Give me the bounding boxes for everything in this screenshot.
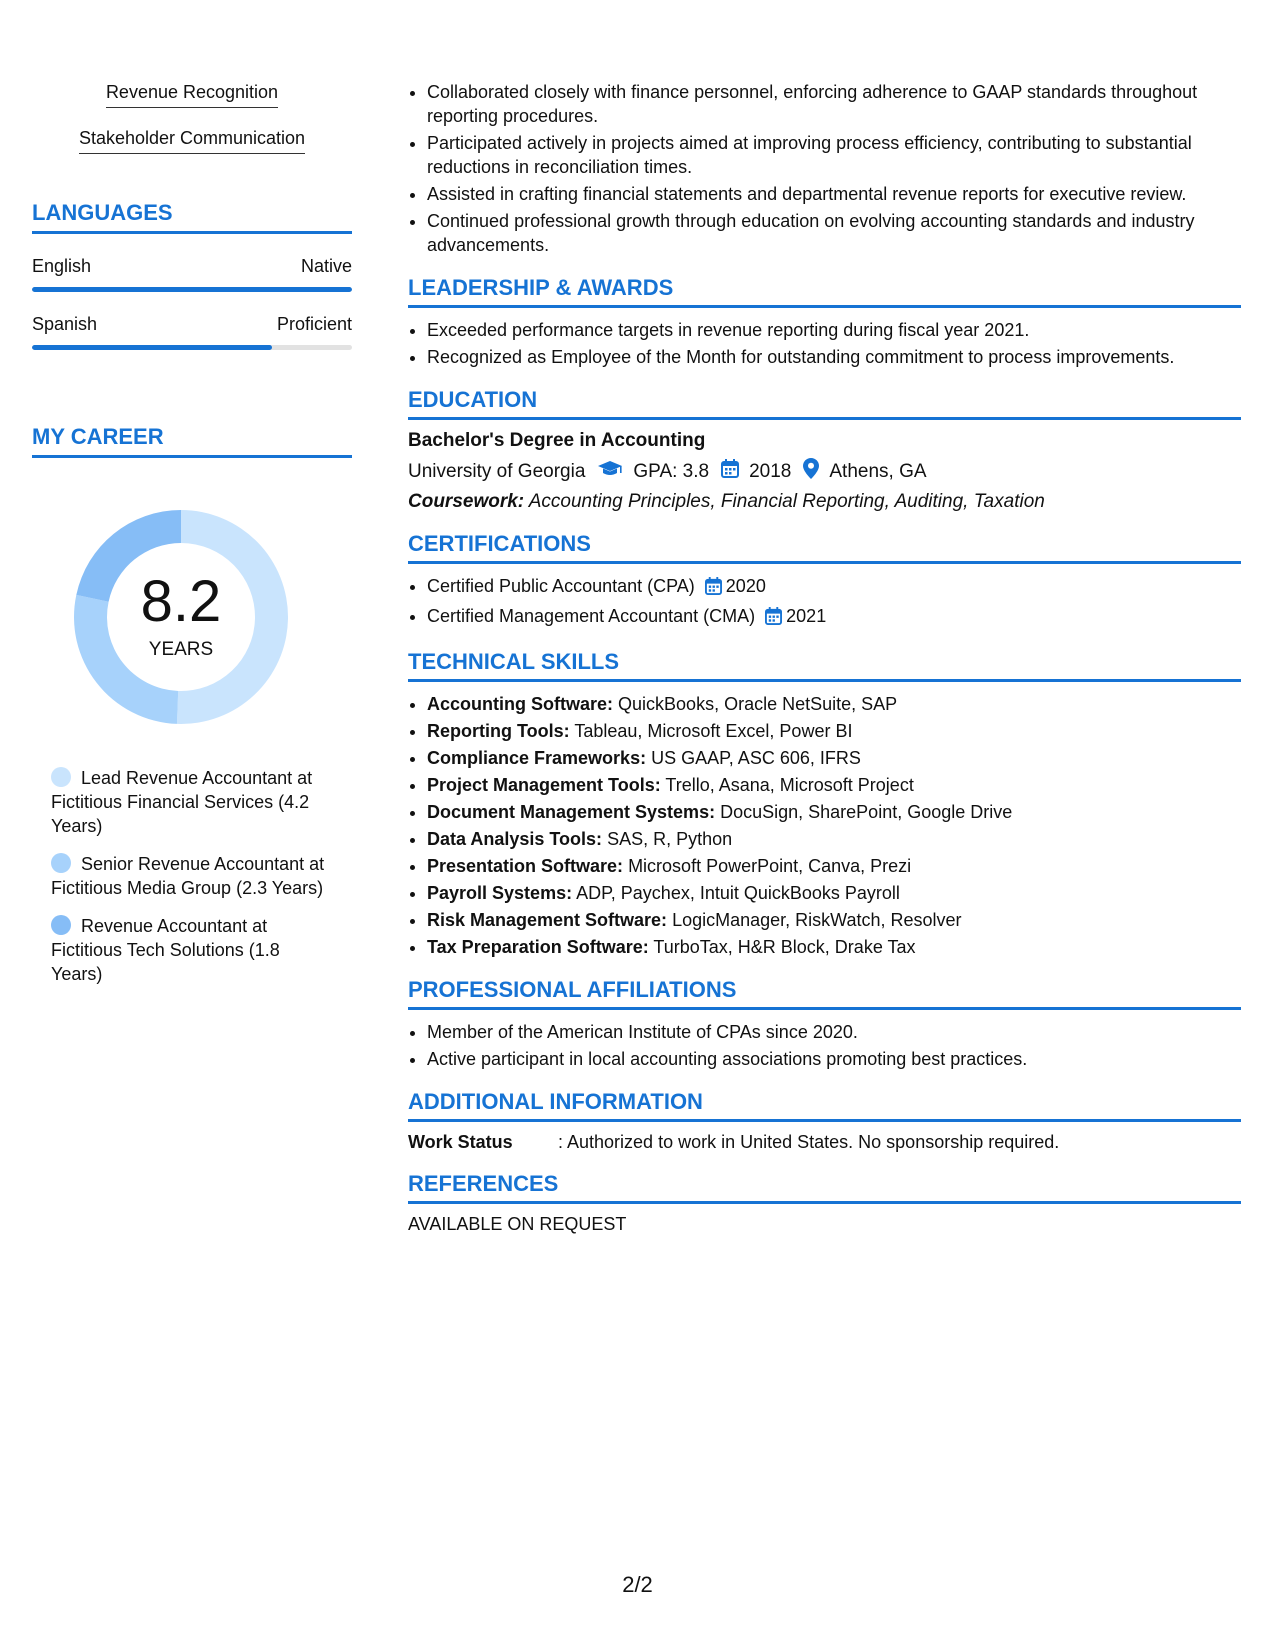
skill-tag: Revenue Recognition: [32, 82, 352, 108]
location-pin-icon: [803, 458, 819, 485]
career-legend-item: Revenue Accountant at Fictitious Tech Solutions (1.8 Years): [51, 916, 280, 984]
additional-info-heading: ADDITIONAL INFORMATION: [408, 1089, 1241, 1122]
languages-heading: LANGUAGES: [32, 200, 352, 234]
references-text: AVAILABLE ON REQUEST: [408, 1214, 627, 1234]
calendar-icon: [705, 577, 722, 601]
school-location: Athens, GA: [829, 460, 927, 482]
career-donut-chart: [66, 502, 296, 732]
list-item: • Collaborated closely with finance personnel, enforcing adherence to GAAP standards throughout reporting procedures.: [427, 80, 1241, 128]
list-item: • Certified Public Accountant (CPA) 2020: [427, 574, 1241, 601]
sidebar: [32, 82, 352, 1000]
language-item: [32, 314, 352, 350]
skill-tag: Stakeholder Communication: [32, 128, 352, 154]
references-heading: REFERENCES: [408, 1171, 1241, 1204]
list-item: • Data Analysis Tools: SAS, R, Python: [427, 827, 1241, 851]
calendar-icon: [765, 607, 782, 631]
language-bar-fill: [32, 345, 272, 350]
leadership-heading: LEADERSHIP & AWARDS: [408, 275, 1241, 308]
list-item: • Presentation Software: Microsoft PowerPoint, Canva, Prezi: [427, 854, 1241, 878]
list-item: • Participated actively in projects aimed at improving process efficiency, contributing to substantial reductions in reconciliation times.: [427, 131, 1241, 179]
technical-skills-heading: TECHNICAL SKILLS: [408, 649, 1241, 682]
list-item: • Accounting Software: QuickBooks, Oracle NetSuite, SAP: [427, 692, 1241, 716]
career-legend-item: Senior Revenue Accountant at Fictitious Media Group (2.3 Years): [51, 854, 325, 898]
list-item: • Risk Management Software: LogicManager, RiskWatch, Resolver: [427, 908, 1241, 932]
language-level: Proficient: [276, 314, 352, 334]
legend-dot: [51, 767, 71, 787]
school-name: University of Georgia: [408, 460, 586, 482]
list-item: • Document Management Systems: DocuSign, SharePoint, Google Drive: [427, 800, 1241, 824]
career-legend: [51, 766, 331, 986]
language-name: Spanish: [32, 314, 98, 334]
list-item: • Exceeded performance targets in revenue reporting during fiscal year 2021.: [427, 318, 1241, 342]
language-bar: [32, 287, 352, 292]
list-item: • Reporting Tools: Tableau, Microsoft Excel, Power BI: [427, 719, 1241, 743]
language-item: [32, 256, 352, 292]
certifications-heading: CERTIFICATIONS: [408, 531, 1241, 564]
graduation-cap-icon: [597, 460, 623, 484]
list-item: • Member of the American Institute of CPAs since 2020.: [427, 1020, 1241, 1044]
education-details: [408, 458, 1241, 485]
list-item: • Recognized as Employee of the Month for outstanding commitment to process improvements.: [427, 345, 1241, 369]
language-name: English: [32, 256, 92, 276]
page-number: 2/2: [622, 1572, 653, 1597]
gpa: GPA: 3.8: [633, 460, 710, 482]
career-unit: YEARS: [148, 639, 214, 660]
language-bar-fill: [32, 287, 352, 292]
list-item: • Tax Preparation Software: TurboTax, H&R Block, Drake Tax: [427, 935, 1241, 959]
work-status-value: : Authorized to work in United States. No sponsorship required.: [558, 1132, 1060, 1152]
list-item: • Project Management Tools: Trello, Asana, Microsoft Project: [427, 773, 1241, 797]
graduation-year: 2018: [749, 460, 792, 482]
list-item: • Active participant in local accounting associations promoting best practices.: [427, 1047, 1241, 1071]
experience-bullets: [408, 80, 1241, 257]
main-column: [408, 80, 1241, 1235]
legend-dot: [51, 853, 71, 873]
affiliations-heading: PROFESSIONAL AFFILIATIONS: [408, 977, 1241, 1010]
leadership-list: [408, 318, 1241, 369]
legend-dot: [51, 915, 71, 935]
list-item: • Assisted in crafting financial statements and departmental revenue reports for executive review.: [427, 182, 1241, 206]
language-level: Native: [300, 256, 352, 276]
career-heading: MY CAREER: [32, 424, 352, 458]
list-item: • Payroll Systems: ADP, Paychex, Intuit QuickBooks Payroll: [427, 881, 1241, 905]
education-heading: EDUCATION: [408, 387, 1241, 420]
technical-skills-list: [408, 692, 1241, 959]
calendar-icon: [721, 459, 739, 484]
coursework: Coursework: Accounting Principles, Financial Reporting, Auditing, Taxation: [408, 491, 1045, 512]
affiliations-list: [408, 1020, 1241, 1071]
work-status-row: [408, 1132, 1241, 1153]
career-legend-item: Lead Revenue Accountant at Fictitious Financial Services (4.2 Years): [51, 768, 313, 836]
list-item: • Certified Management Accountant (CMA) 2021: [427, 604, 1241, 631]
degree-title: Bachelor's Degree in Accounting: [408, 430, 706, 451]
list-item: • Compliance Frameworks: US GAAP, ASC 606, IFRS: [427, 746, 1241, 770]
language-bar: [32, 345, 352, 350]
certifications-list: [408, 574, 1241, 631]
list-item: • Continued professional growth through education on evolving accounting standards and industry advancements.: [427, 209, 1241, 257]
work-status-label: Work Status: [408, 1132, 513, 1152]
career-total: 8.2: [140, 569, 222, 634]
